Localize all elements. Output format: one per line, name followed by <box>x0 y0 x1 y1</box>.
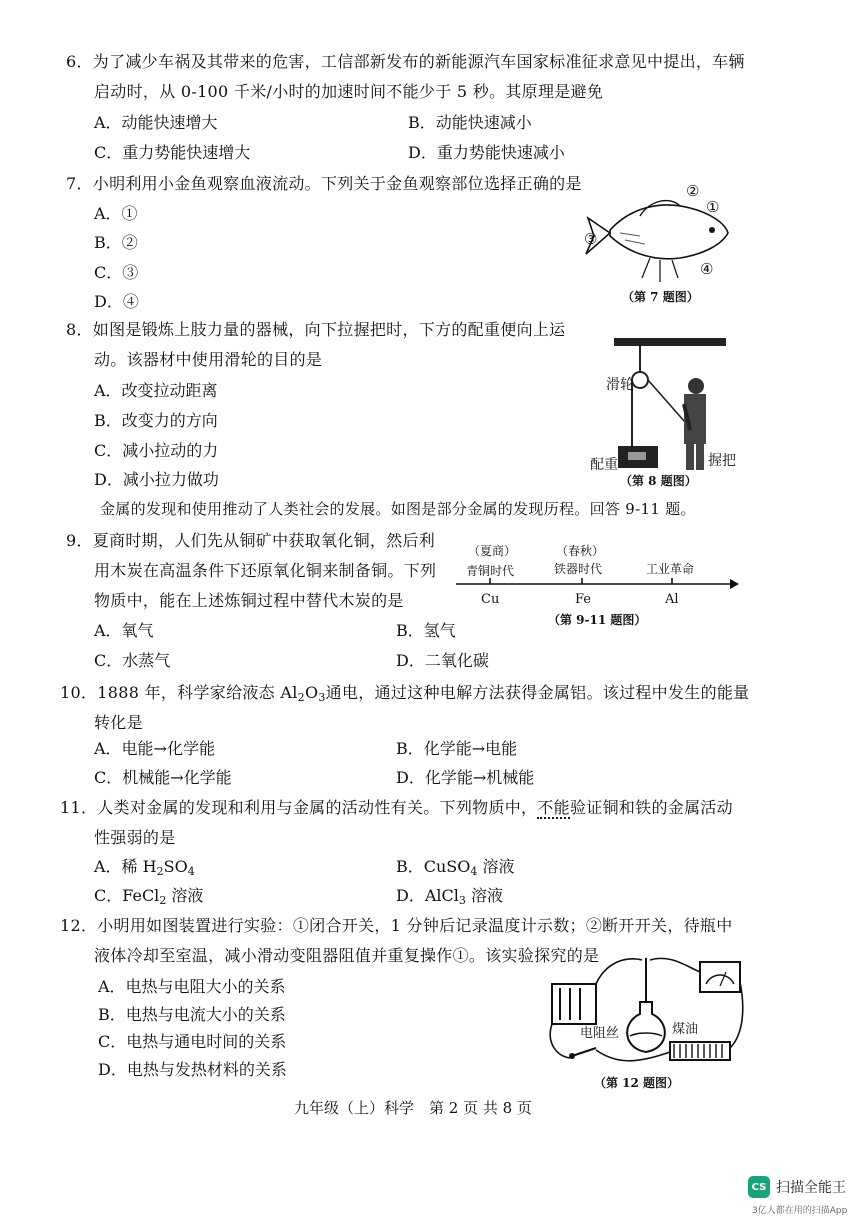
kerosene-label: 煤油 <box>672 1022 699 1037</box>
fish-label-1: ① <box>706 198 720 216</box>
q8-option-c: C．减小拉动的力 <box>94 441 219 460</box>
q11-stem-line2: 性强弱的是 <box>94 828 176 847</box>
page-footer: 九年级（上）科学 第 2 页 共 8 页 <box>294 1099 532 1117</box>
q12-stem-line2: 液体冷却至室温，减小滑动变阻器阻值并重复操作①。该实验探究的是 <box>94 946 600 965</box>
emphasis-not: 不能 <box>537 798 570 817</box>
q9-stem-line2: 用木炭在高温条件下还原氧化铜来制备铜。下列 <box>94 561 437 580</box>
q12-option-c: C．电热与通电时间的关系 <box>98 1032 287 1051</box>
q8-option-b: B．改变力的方向 <box>94 411 218 430</box>
q6-stem-line2: 启动时，从 0-100 千米/小时的加速时间不能少于 5 秒。其原理是避免 <box>94 82 604 101</box>
q9-stem-line1: 9．夏商时期，人们先从铜矿中获取氧化铜，然后利 <box>66 531 436 550</box>
q7-caption: （第 7 题图） <box>622 290 699 304</box>
q6-stem-line1: 6．为了减少车祸及其带来的危害，工信部新发布的新能源汽车国家标准征求意见中提出，车辆 <box>66 52 745 71</box>
q7-option-c: C．③ <box>94 263 139 282</box>
q8-stem-line2: 动。该器材中使用滑轮的目的是 <box>94 350 323 369</box>
q9-stem-line3: 物质中，能在上述炼铜过程中替代木炭的是 <box>94 591 404 610</box>
q12-option-d: D．电热与发热材料的关系 <box>98 1060 287 1079</box>
q9-option-b: B．氢气 <box>396 621 456 640</box>
q6-option-b: B．动能快速减小 <box>408 113 532 132</box>
fish-label-2: ② <box>686 182 700 200</box>
age-iron: 铁器时代 <box>554 562 603 576</box>
q9-option-c: C．水蒸气 <box>94 651 171 670</box>
weight-label: 配重 <box>590 457 618 473</box>
q7-option-d: D．④ <box>94 292 139 311</box>
handle-label: 握把 <box>708 453 736 469</box>
q8-caption: （第 8 题图） <box>620 474 697 488</box>
era-xiashang: （夏商） <box>468 544 517 558</box>
goldfish-figure <box>580 178 740 288</box>
scanner-watermark <box>748 1176 846 1198</box>
metal-cu: Cu <box>481 592 500 607</box>
q11-option-b: B．CuSO$_4$ 溶液 <box>396 857 515 878</box>
q10-option-c: C．机械能→化学能 <box>94 768 232 787</box>
q9-option-a: A．氧气 <box>94 621 154 640</box>
q6-option-c: C．重力势能快速增大 <box>94 143 251 162</box>
q10-option-d: D．化学能→机械能 <box>396 768 535 787</box>
resistance-wire-label: 电阻丝 <box>580 1026 620 1041</box>
q8-stem-line1: 8．如图是锻炼上肢力量的器械，向下拉握把时，下方的配重便向上运 <box>66 320 566 339</box>
q10-stem-line2: 转化是 <box>94 713 143 732</box>
era-chunqiu: （春秋） <box>556 544 605 558</box>
q12-stem-line1: 12．小明用如图装置进行实验：①闭合开关，1 分钟后记录温度计示数；②断开开关，待瓶中 <box>60 916 733 935</box>
q12-caption: （第 12 题图） <box>594 1076 680 1090</box>
group-intro: 金属的发现和使用推动了人类社会的发展。如图是部分金属的发现历程。回答 9-11 题。 <box>100 500 696 518</box>
q8-option-d: D．减小拉力做功 <box>94 470 219 489</box>
fish-label-3: ③ <box>584 230 598 248</box>
pulley-label: 滑轮 <box>606 377 634 393</box>
q12-option-a: A．电热与电阻大小的关系 <box>98 977 286 996</box>
q10-option-b: B．化学能→电能 <box>396 739 518 758</box>
q11-stem-line1: 11．人类对金属的发现和利用与金属的活动性有关。下列物质中，不能验证铜和铁的金属活动 <box>60 798 733 817</box>
age-industrial: 工业革命 <box>646 562 695 576</box>
scanner-tagline: 3亿人都在用的扫描App <box>752 1206 848 1216</box>
q11-option-d: D．AlCl$_3$ 溶液 <box>396 886 503 907</box>
q11-option-c: C．FeCl$_2$ 溶液 <box>94 886 204 907</box>
q12-option-b: B．电热与电流大小的关系 <box>98 1005 286 1024</box>
age-bronze: 青铜时代 <box>466 564 515 578</box>
q11-option-a: A．稀 $H_2SO_4$ <box>94 857 195 878</box>
scanner-logo-icon: CS <box>748 1176 770 1198</box>
circuit-figure <box>546 952 746 1074</box>
timeline-axis <box>454 576 740 592</box>
timeline-caption: （第 9-11 题图） <box>548 613 647 627</box>
q8-option-a: A．改变拉动距离 <box>94 381 218 400</box>
q7-option-b: B．② <box>94 233 138 252</box>
q10-stem-line1: 10．1888 年，科学家给液态 $Al_2O_3$通电，通过这种电解方法获得金属铝。该过程中发生的能量 <box>60 683 750 704</box>
fish-label-4: ④ <box>700 260 714 278</box>
q6-option-a: A．动能快速增大 <box>94 113 218 132</box>
q9-option-d: D．二氧化碳 <box>396 651 489 670</box>
q7-option-a: A．① <box>94 204 138 223</box>
metal-fe: Fe <box>575 592 592 607</box>
scanner-app-name: 扫描全能王 <box>776 1180 846 1196</box>
q10-option-a: A．电能→化学能 <box>94 739 215 758</box>
q6-option-d: D．重力势能快速减小 <box>408 143 565 162</box>
metal-al: Al <box>665 592 679 607</box>
q7-stem: 7．小明利用小金鱼观察血液流动。下列关于金鱼观察部位选择正确的是 <box>66 174 582 193</box>
